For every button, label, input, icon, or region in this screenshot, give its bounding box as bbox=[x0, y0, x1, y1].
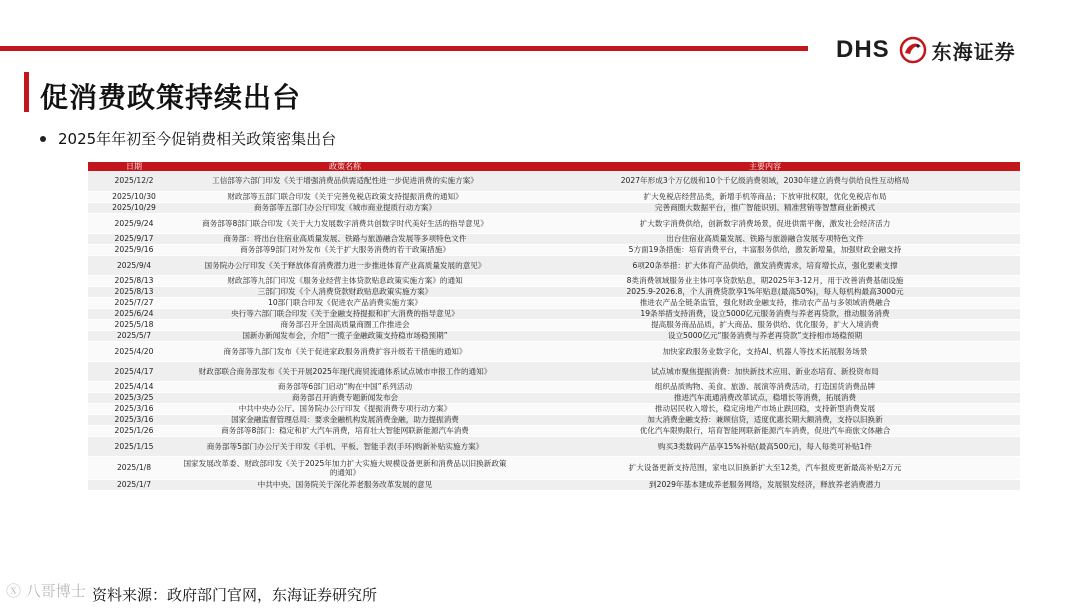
cell-date: 2025/9/24 bbox=[88, 213, 180, 233]
cell-date: 2025/1/15 bbox=[88, 436, 180, 456]
cell-date: 2025/4/20 bbox=[88, 341, 180, 361]
table-row bbox=[88, 275, 1020, 286]
page-title: 促消费政策持续出台 bbox=[40, 81, 302, 114]
cell-date: 2025/5/18 bbox=[88, 319, 180, 330]
table-row bbox=[88, 202, 1020, 213]
cell-content: 完善商圈大数据平台，推广智能识别、精准营销等智慧商业新模式 bbox=[510, 202, 1020, 213]
cell-policy: 商务部等6部门启动“购在中国”系列活动 bbox=[180, 381, 510, 392]
cell-date: 2025/9/17 bbox=[88, 233, 180, 244]
table-row bbox=[88, 255, 1020, 275]
subtitle-text: 2025年年初至今促销费相关政策密集出台 bbox=[58, 130, 337, 148]
cell-content: 设立5000亿元“服务消费与养老再贷款”支持相市场稳预期 bbox=[510, 330, 1020, 341]
source-note: 资料来源：政府部门官网，东海证券研究所 bbox=[92, 586, 378, 604]
cell-policy: 10部门联合印发《促进农产品消费实施方案》 bbox=[180, 297, 510, 308]
cell-policy: 财政部等五部门联合印发《关于完善免税店政策支持提振消费的通知》 bbox=[180, 191, 510, 202]
cell-policy: 国新办新闻发布会，介绍“一揽子金融政策支持稳市场稳预期” bbox=[180, 330, 510, 341]
cell-content: 推动居民收入增长，稳定房地产市场止跌回稳，支持新型消费发展 bbox=[510, 403, 1020, 414]
table-row bbox=[88, 392, 1020, 403]
cell-policy: 商务部等五部门办公厅印发《城市商业提质行动方案》 bbox=[180, 202, 510, 213]
cell-date: 2025/12/2 bbox=[88, 171, 180, 191]
cell-content: 5方面19条措施：培育消费平台，丰富服务供给，激发新增量，加强财政金融支持 bbox=[510, 244, 1020, 255]
table-row bbox=[88, 319, 1020, 330]
logo-text-dhs: DHS bbox=[836, 36, 890, 63]
column-header-policy: 政策名称 bbox=[329, 162, 361, 171]
cell-date: 2025/3/16 bbox=[88, 414, 180, 425]
cell-date: 2025/4/17 bbox=[88, 361, 180, 381]
table-row bbox=[88, 414, 1020, 425]
table-row bbox=[88, 330, 1020, 341]
cell-content: 加大消费金融支持：兼顾信贷，适度优惠长期大额消费，支持以旧换新 bbox=[510, 414, 1020, 425]
table-header-row bbox=[88, 162, 1020, 171]
cell-content: 扩大免税店经营品类，新增手机等商品；下放审批权限，优化免税店布局 bbox=[510, 191, 1020, 202]
cell-policy: 商务部等8部门联合印发《关于大力发展数字消费共创数字时代美好生活的指导意见》 bbox=[180, 213, 510, 233]
subtitle bbox=[40, 128, 336, 149]
cell-date: 2025/1/8 bbox=[88, 456, 180, 479]
cell-policy: 商务部等8部门：稳定和扩大汽车消费，培育壮大智能网联新能源汽车消费 bbox=[180, 425, 510, 436]
cell-content: 2025.9-2026.8，个人消费贷款享1%年贴息(最高50%)，每人每机构最高3000元 bbox=[510, 286, 1020, 297]
cell-date: 2025/6/24 bbox=[88, 308, 180, 319]
cell-policy: 中共中央、国务院关于深化养老服务改革发展的意见 bbox=[180, 479, 510, 490]
cell-policy: 财政部联合商务部发布《关于开展2025年现代商贸流通体系试点城市申报工作的通知》 bbox=[180, 361, 510, 381]
cell-date: 2025/1/26 bbox=[88, 425, 180, 436]
cell-policy: 商务部召开消费专题新闻发布会 bbox=[180, 392, 510, 403]
table-row bbox=[88, 436, 1020, 456]
cell-date: 2025/3/16 bbox=[88, 403, 180, 414]
cell-date: 2025/8/13 bbox=[88, 275, 180, 286]
cell-content: 6项20条举措：扩大体育产品供给，激发消费需求，培育增长点，强化要素支撑 bbox=[510, 255, 1020, 275]
cell-content: 19条举措支持消费，设立5000亿元服务消费与养老再贷款，推动服务消费 bbox=[510, 308, 1020, 319]
table-row bbox=[88, 479, 1020, 490]
cell-date: 2025/10/29 bbox=[88, 202, 180, 213]
cell-policy: 国务院办公厅印发《关于释放体育消费潜力进一步推进体育产业高质量发展的意见》 bbox=[180, 255, 510, 275]
policy-table bbox=[88, 162, 1020, 491]
cell-content: 2027年形成3个万亿级和10个千亿级消费领域，2030年建立消费与供给良性互动格局 bbox=[510, 171, 1020, 191]
cell-policy: 商务部：将出台住宿业高质量发展、铁路与旅游融合发展等多项特色文件 bbox=[180, 233, 510, 244]
cell-policy: 三部门印发《个人消费贷款财政贴息政策实施方案》 bbox=[180, 286, 510, 297]
watermark: ⓧ 八哥博士 bbox=[6, 582, 86, 600]
cell-content: 扩大数字消费供给，创新数字消费场景，促进供需平衡，激发社会经济活力 bbox=[510, 213, 1020, 233]
cell-policy: 国家发展改革委、财政部印发《关于2025年加力扩大实施大规模设备更新和消费品以旧换新政策的通知》 bbox=[180, 456, 510, 479]
table-row bbox=[88, 361, 1020, 381]
cell-date: 2025/7/27 bbox=[88, 297, 180, 308]
table-row bbox=[88, 297, 1020, 308]
dragon-logo-icon bbox=[898, 35, 928, 65]
cell-policy: 商务部等5部门办公厅关于印发《手机、平板、智能手表(手环)购新补贴实施方案》 bbox=[180, 436, 510, 456]
cell-content: 8类消费领域服务业主体可享贷款贴息，期2025年3-12月，用于改善消费基础设施 bbox=[510, 275, 1020, 286]
header-red-line bbox=[0, 46, 808, 51]
cell-policy: 工信部等六部门印发《关于增强消费品供需适配性进一步促进消费的实施方案》 bbox=[180, 171, 510, 191]
cell-policy: 央行等六部门联合印发《关于金融支持提振和扩大消费的指导意见》 bbox=[180, 308, 510, 319]
cell-date: 2025/3/25 bbox=[88, 392, 180, 403]
brand-logo bbox=[836, 30, 1016, 70]
table-row bbox=[88, 233, 1020, 244]
cell-content: 试点城市聚焦提振消费：加快新技术应用、新业态培育、新投资布局 bbox=[510, 361, 1020, 381]
table-row bbox=[88, 191, 1020, 202]
table-row bbox=[88, 286, 1020, 297]
table-row bbox=[88, 425, 1020, 436]
cell-content: 提高服务商品品质，扩大商品、服务供给、优化服务，扩大入境消费 bbox=[510, 319, 1020, 330]
table-row bbox=[88, 308, 1020, 319]
title-accent-bar bbox=[24, 72, 29, 112]
cell-policy: 商务部召开全国高质量商圈工作推进会 bbox=[180, 319, 510, 330]
cell-date: 2025/4/14 bbox=[88, 381, 180, 392]
cell-content: 购买3类数码产品享15%补贴(最高500元)，每人每类可补贴1件 bbox=[510, 436, 1020, 456]
table-row bbox=[88, 341, 1020, 361]
cell-date: 2025/9/4 bbox=[88, 255, 180, 275]
cell-content: 优化汽车限购限行，培育智能网联新能源汽车消费，促进汽车商旅文体融合 bbox=[510, 425, 1020, 436]
table-row bbox=[88, 381, 1020, 392]
cell-content: 到2029年基本建成养老服务网络，发展银发经济，释放养老消费潜力 bbox=[510, 479, 1020, 490]
cell-date: 2025/1/7 bbox=[88, 479, 180, 490]
cell-date: 2025/10/30 bbox=[88, 191, 180, 202]
cell-policy: 国家金融监督管理总局：要求金融机构发展消费金融，助力提振消费 bbox=[180, 414, 510, 425]
column-header-content: 主要内容 bbox=[749, 162, 781, 171]
cell-content: 组织品质购物、美食、旅游、展演等消费活动，打造国货消费品牌 bbox=[510, 381, 1020, 392]
cell-policy: 商务部等9部门对外发布《关于扩大服务消费的若干政策措施》 bbox=[180, 244, 510, 255]
cell-date: 2025/8/13 bbox=[88, 286, 180, 297]
cell-content: 推进农产品全链条监管，强化财政金融支持，推动农产品与多领域消费融合 bbox=[510, 297, 1020, 308]
table-row bbox=[88, 403, 1020, 414]
cell-content: 出台住宿业高质量发展、铁路与旅游融合发展专项特色文件 bbox=[510, 233, 1020, 244]
cell-policy: 中共中央办公厅、国务院办公厅印发《提振消费专项行动方案》 bbox=[180, 403, 510, 414]
table-row bbox=[88, 244, 1020, 255]
table-row bbox=[88, 456, 1020, 479]
cell-policy: 财政部等九部门印发《服务业经营主体贷款贴息政策实施方案》的通知 bbox=[180, 275, 510, 286]
cell-content: 推进汽车流通消费改革试点，稳增长等消费，拓展消费 bbox=[510, 392, 1020, 403]
cell-content: 扩大设备更新支持范围，家电以旧换新扩大至12类，汽车报废更新最高补贴2万元 bbox=[510, 456, 1020, 479]
cell-policy: 商务部等九部门发布《关于促进家政服务消费扩容升级若干措施的通知》 bbox=[180, 341, 510, 361]
logo-text-cn: 东海证券 bbox=[931, 39, 1016, 64]
cell-date: 2025/5/7 bbox=[88, 330, 180, 341]
table-row bbox=[88, 213, 1020, 233]
cell-date: 2025/9/16 bbox=[88, 244, 180, 255]
column-header-date: 日期 bbox=[126, 162, 142, 171]
cell-content: 加快家政服务业数字化，支持AI、机器人等技术拓展服务场景 bbox=[510, 341, 1020, 361]
bullet-icon bbox=[40, 136, 46, 142]
table-row bbox=[88, 171, 1020, 191]
